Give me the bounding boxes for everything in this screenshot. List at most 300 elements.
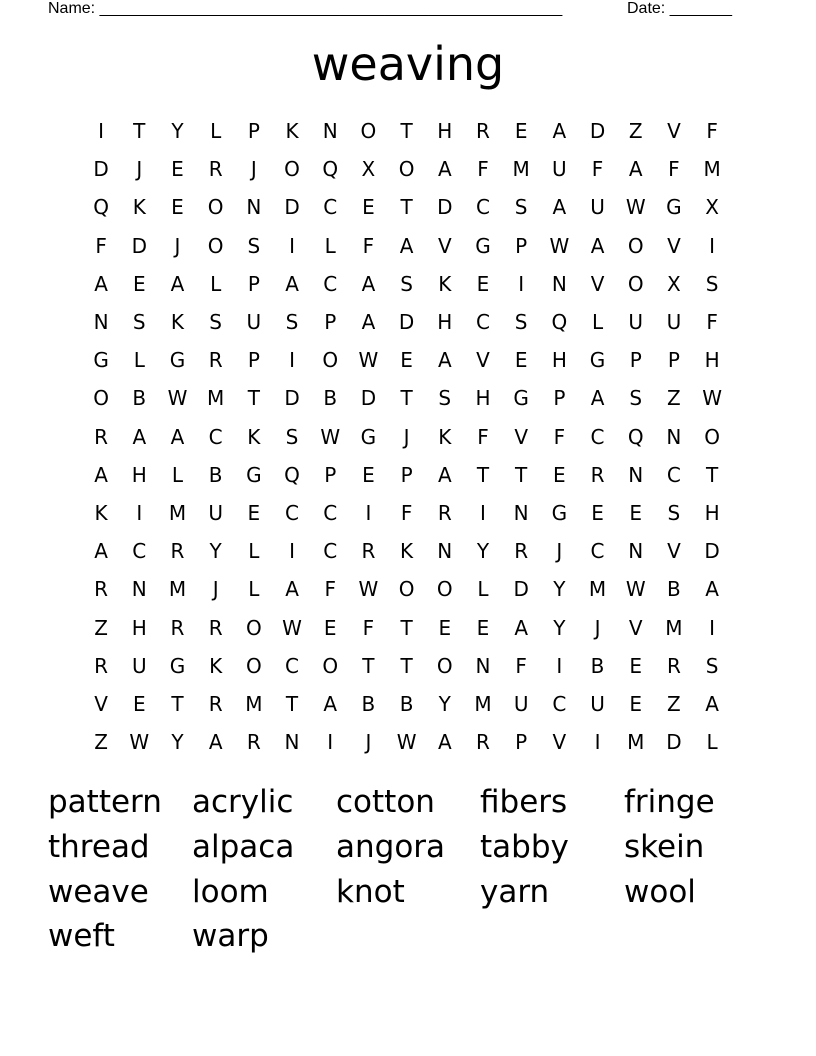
grid-letter[interactable]: J (174, 233, 181, 258)
grid-letter[interactable]: B (399, 691, 414, 716)
grid-letter[interactable]: W (625, 195, 646, 220)
grid-letter[interactable]: Q (93, 195, 109, 220)
grid-letter[interactable]: S (514, 195, 528, 220)
grid-letter[interactable]: D (704, 539, 720, 564)
grid-letter[interactable]: A (323, 691, 338, 716)
grid-letter[interactable]: L (324, 233, 336, 258)
grid-letter[interactable]: E (629, 653, 643, 678)
grid-letter[interactable]: O (436, 577, 453, 602)
grid-letter[interactable]: N (284, 730, 300, 755)
grid-letter[interactable]: Y (476, 539, 490, 564)
grid-letter[interactable]: C (666, 462, 681, 487)
grid-letter[interactable]: U (590, 691, 605, 716)
grid-letter[interactable]: N (628, 462, 644, 487)
grid-letter[interactable]: U (131, 653, 147, 678)
grid-letter[interactable]: V (667, 233, 681, 258)
grid-letter[interactable]: C (323, 539, 338, 564)
grid-letter[interactable]: E (591, 500, 604, 525)
grid-letter[interactable]: S (438, 386, 452, 411)
grid-letter[interactable]: N (513, 500, 529, 525)
grid-letter[interactable]: T (400, 386, 413, 411)
grid-letter[interactable]: E (438, 615, 452, 640)
grid-letter[interactable]: V (590, 271, 605, 296)
word-list-item: fringe (624, 784, 715, 820)
grid-letter[interactable]: B (361, 691, 376, 716)
grid-letter[interactable]: X (705, 195, 719, 220)
grid-letter[interactable]: B (323, 386, 338, 411)
grid-letter[interactable]: C (323, 271, 338, 296)
grid-letter[interactable]: E (362, 195, 375, 220)
grid-letter[interactable]: G (589, 348, 606, 373)
grid-letter[interactable]: F (553, 424, 566, 449)
grid-letter[interactable]: D (284, 386, 300, 411)
grid-letter[interactable]: P (553, 386, 566, 411)
grid-letter[interactable]: U (552, 157, 567, 182)
grid-letter[interactable]: G (666, 195, 682, 220)
grid-letter[interactable]: L (133, 348, 145, 373)
grid-letter[interactable]: L (477, 577, 489, 602)
grid-letter[interactable]: F (362, 615, 375, 640)
grid-letter[interactable]: N (666, 424, 682, 449)
grid-letter[interactable]: G (169, 348, 186, 373)
grid-letter[interactable]: M (665, 615, 683, 640)
grid-letter[interactable]: H (475, 386, 491, 411)
grid-letter[interactable]: S (132, 310, 146, 335)
grid-letter[interactable]: C (475, 195, 490, 220)
grid-letter[interactable]: A (437, 730, 452, 755)
grid-letter[interactable]: G (513, 386, 529, 411)
grid-letter[interactable]: U (666, 310, 682, 335)
word-list-item: wool (624, 873, 696, 910)
grid-letter[interactable]: U (208, 500, 223, 525)
grid-letter[interactable]: E (132, 691, 146, 716)
grid-letter[interactable]: R (208, 348, 223, 373)
grid-letter[interactable]: R (590, 462, 605, 487)
grid-letter[interactable]: D (589, 119, 606, 144)
grid-letter[interactable]: T (400, 195, 413, 220)
grid-letter[interactable]: R (246, 730, 261, 755)
grid-letter[interactable]: O (436, 653, 453, 678)
grid-letter[interactable]: D (93, 157, 109, 182)
grid-letter[interactable]: A (437, 348, 452, 373)
grid-letter[interactable]: V (667, 539, 681, 564)
grid-letter[interactable]: A (437, 157, 452, 182)
grid-letter[interactable]: B (208, 462, 223, 487)
grid-letter[interactable]: U (246, 310, 262, 335)
grid-letter[interactable]: F (95, 233, 107, 258)
grid-letter[interactable]: I (709, 233, 716, 258)
grid-letter[interactable]: O (704, 424, 720, 449)
grid-letter[interactable]: T (476, 462, 490, 487)
grid-letter[interactable]: R (94, 577, 109, 602)
grid-letter[interactable]: V (514, 424, 528, 449)
grid-letter[interactable]: H (704, 500, 720, 525)
grid-letter[interactable]: A (590, 386, 605, 411)
grid-letter[interactable]: O (322, 348, 339, 373)
name-field-label[interactable]: Name: ____________________________________________________ (48, 0, 563, 17)
grid-letter[interactable]: F (591, 157, 604, 182)
grid-letter[interactable]: O (207, 233, 224, 258)
grid-letter[interactable]: S (514, 310, 528, 335)
grid-letter[interactable]: T (285, 691, 299, 716)
grid-letter[interactable]: B (590, 653, 605, 678)
grid-letter[interactable]: J (594, 615, 601, 640)
grid-letter[interactable]: I (327, 730, 334, 755)
grid-letter[interactable]: U (590, 195, 605, 220)
grid-letter[interactable]: P (324, 310, 337, 335)
grid-letter[interactable]: A (705, 691, 719, 716)
word-list-item: weft (48, 918, 115, 955)
word-list-item: tabby (480, 828, 569, 865)
grid-letter[interactable]: E (476, 271, 490, 296)
grid-letter[interactable]: A (94, 462, 108, 487)
grid-letter[interactable]: K (209, 653, 223, 678)
grid-letter[interactable]: R (170, 539, 185, 564)
grid-letter[interactable]: Q (322, 157, 339, 182)
grid-letter[interactable]: I (518, 271, 525, 296)
grid-letter[interactable]: A (361, 310, 376, 335)
grid-letter[interactable]: P (247, 348, 260, 373)
grid-letter[interactable]: A (590, 233, 605, 258)
grid-letter[interactable]: A (514, 615, 528, 640)
grid-letter[interactable]: F (706, 310, 718, 335)
grid-letter[interactable]: S (667, 500, 681, 525)
grid-letter[interactable]: D (513, 577, 529, 602)
grid-letter[interactable]: S (209, 310, 222, 335)
word-list-item: acrylic (192, 784, 294, 820)
grid-letter[interactable]: E (514, 348, 528, 373)
grid-letter[interactable]: K (438, 271, 452, 296)
grid-letter[interactable]: F (477, 424, 489, 449)
grid-letter[interactable]: C (590, 539, 605, 564)
grid-letter[interactable]: L (591, 310, 604, 335)
grid-letter[interactable]: M (168, 577, 187, 602)
grid-letter[interactable]: R (476, 119, 490, 144)
grid-letter[interactable]: C (475, 310, 490, 335)
grid-letter[interactable]: R (208, 157, 223, 182)
grid-letter[interactable]: L (171, 462, 184, 487)
grid-letter[interactable]: E (553, 462, 566, 487)
grid-letter[interactable]: K (247, 424, 261, 449)
grid-letter[interactable]: E (629, 500, 643, 525)
grid-letter[interactable]: K (132, 195, 146, 220)
grid-letter[interactable]: Z (667, 386, 681, 411)
grid-letter[interactable]: F (477, 157, 489, 182)
grid-letter[interactable]: N (131, 577, 147, 602)
grid-letter[interactable]: P (400, 462, 413, 487)
grid-letter[interactable]: A (170, 271, 185, 296)
grid-letter[interactable]: F (324, 577, 336, 602)
grid-letter[interactable]: I (289, 348, 295, 373)
grid-letter[interactable]: W (702, 386, 722, 411)
grid-letter[interactable]: T (362, 653, 375, 678)
word-list-item: cotton (336, 784, 435, 820)
grid-letter[interactable]: V (476, 348, 490, 373)
grid-letter[interactable]: S (705, 653, 719, 678)
grid-letter[interactable]: O (93, 386, 109, 411)
grid-letter[interactable]: G (551, 500, 568, 525)
grid-letter[interactable]: W (129, 730, 150, 755)
grid-letter[interactable]: A (94, 271, 108, 296)
grid-letter[interactable]: L (210, 119, 222, 144)
grid-letter[interactable]: O (207, 195, 224, 220)
grid-letter[interactable]: N (628, 539, 644, 564)
grid-letter[interactable]: I (136, 500, 143, 525)
grid-letter[interactable]: P (515, 730, 528, 755)
grid-letter[interactable]: H (437, 310, 453, 335)
grid-letter[interactable]: F (400, 500, 413, 525)
grid-letter[interactable]: Q (284, 462, 300, 487)
grid-letter[interactable]: N (551, 271, 567, 296)
grid-letter[interactable]: R (170, 615, 185, 640)
grid-letter[interactable]: K (170, 310, 185, 335)
grid-letter[interactable]: N (475, 653, 491, 678)
grid-letter[interactable]: P (324, 462, 337, 487)
grid-letter[interactable]: Z (628, 119, 643, 144)
grid-letter[interactable]: S (400, 271, 413, 296)
grid-letter[interactable]: U (513, 691, 529, 716)
grid-letter[interactable]: M (474, 691, 492, 716)
grid-letter[interactable]: O (398, 157, 415, 182)
grid-letter[interactable]: R (666, 653, 681, 678)
grid-letter[interactable]: E (629, 691, 643, 716)
grid-letter[interactable]: R (208, 691, 223, 716)
grid-letter[interactable]: W (282, 615, 302, 640)
grid-letter[interactable]: W (320, 424, 341, 449)
grid-letter[interactable]: M (245, 691, 263, 716)
grid-letter[interactable]: J (556, 539, 563, 564)
grid-letter[interactable]: F (362, 233, 375, 258)
grid-letter[interactable]: I (365, 500, 372, 525)
grid-letter[interactable]: T (705, 462, 719, 487)
grid-letter[interactable]: A (628, 157, 643, 182)
grid-letter[interactable]: O (627, 233, 644, 258)
grid-letter[interactable]: L (248, 539, 260, 564)
grid-letter[interactable]: R (94, 424, 109, 449)
grid-letter[interactable]: E (476, 615, 490, 640)
grid-letter[interactable]: A (132, 424, 147, 449)
grid-letter[interactable]: C (285, 653, 300, 678)
grid-letter[interactable]: I (98, 119, 105, 144)
grid-letter[interactable]: H (551, 348, 567, 373)
grid-letter[interactable]: M (627, 730, 645, 755)
grid-letter[interactable]: M (207, 386, 225, 411)
grid-letter[interactable]: D (131, 233, 147, 258)
grid-letter[interactable]: T (171, 691, 184, 716)
grid-letter[interactable]: T (400, 653, 413, 678)
grid-letter[interactable]: V (667, 119, 681, 144)
grid-letter[interactable]: A (285, 577, 299, 602)
grid-letter[interactable]: Y (171, 730, 184, 755)
grid-letter[interactable]: M (703, 157, 721, 182)
grid-letter[interactable]: P (629, 348, 642, 373)
grid-letter[interactable]: L (210, 271, 222, 296)
grid-letter[interactable]: G (169, 653, 186, 678)
grid-letter[interactable]: W (396, 730, 417, 755)
grid-letter[interactable]: H (131, 462, 147, 487)
grid-letter[interactable]: I (709, 615, 716, 640)
grid-letter[interactable]: D (398, 310, 415, 335)
grid-letter[interactable]: C (552, 691, 567, 716)
grid-letter[interactable]: A (285, 271, 299, 296)
grid-letter[interactable]: A (399, 233, 414, 258)
grid-letter[interactable]: R (361, 539, 376, 564)
grid-letter[interactable]: T (133, 119, 146, 144)
grid-letter[interactable]: W (549, 233, 570, 258)
grid-letter[interactable]: S (285, 424, 299, 449)
grid-letter[interactable]: O (284, 157, 300, 182)
grid-letter[interactable]: C (208, 424, 223, 449)
grid-letter[interactable]: V (552, 730, 567, 755)
grid-letter[interactable]: P (247, 119, 260, 144)
grid-letter[interactable]: U (628, 310, 644, 335)
grid-letter[interactable]: E (171, 157, 184, 182)
grid-letter[interactable]: A (208, 730, 223, 755)
grid-letter[interactable]: Z (94, 615, 108, 640)
grid-letter[interactable]: I (289, 233, 295, 258)
grid-letter[interactable]: E (171, 195, 184, 220)
grid-letter[interactable]: X (667, 271, 681, 296)
grid-letter[interactable]: J (136, 157, 143, 182)
grid-letter[interactable]: R (208, 615, 223, 640)
grid-letter[interactable]: R (514, 539, 529, 564)
grid-letter[interactable]: K (285, 119, 299, 144)
grid-letter[interactable]: M (512, 157, 530, 182)
grid-letter[interactable]: W (358, 577, 379, 602)
grid-letter[interactable]: L (706, 730, 718, 755)
grid-letter[interactable]: Z (94, 730, 108, 755)
grid-letter[interactable]: I (480, 500, 486, 525)
grid-letter[interactable]: V (437, 233, 452, 258)
grid-letter[interactable]: S (705, 271, 719, 296)
grid-letter[interactable]: G (93, 348, 109, 373)
grid-letter[interactable]: E (362, 462, 375, 487)
grid-letter[interactable]: M (168, 500, 187, 525)
grid-letter[interactable]: A (705, 577, 719, 602)
grid-letter[interactable]: L (248, 577, 260, 602)
grid-letter[interactable]: P (247, 271, 260, 296)
grid-letter[interactable]: R (476, 730, 490, 755)
grid-letter[interactable]: M (588, 577, 607, 602)
grid-letter[interactable]: W (625, 577, 646, 602)
grid-letter[interactable]: C (285, 500, 300, 525)
grid-letter[interactable]: D (284, 195, 300, 220)
grid-letter[interactable]: O (398, 577, 415, 602)
grid-letter[interactable]: W (358, 348, 379, 373)
word-list-item: fibers (480, 784, 568, 820)
grid-letter[interactable]: D (360, 386, 377, 411)
grid-letter[interactable]: O (245, 653, 262, 678)
grid-letter[interactable]: O (322, 653, 339, 678)
grid-letter[interactable]: Q (551, 310, 568, 335)
grid-letter[interactable]: K (438, 424, 452, 449)
grid-letter[interactable]: H (437, 119, 453, 144)
grid-letter[interactable]: E (514, 119, 528, 144)
grid-letter[interactable]: V (94, 691, 108, 716)
grid-letter[interactable]: W (167, 386, 188, 411)
grid-letter[interactable]: K (94, 500, 108, 525)
grid-letter[interactable]: N (246, 195, 262, 220)
grid-letter[interactable]: F (515, 653, 527, 678)
grid-letter[interactable]: T (515, 462, 528, 487)
grid-letter[interactable]: J (403, 424, 410, 449)
grid-letter[interactable]: O (245, 615, 262, 640)
grid-letter[interactable]: A (361, 271, 376, 296)
grid-letter[interactable]: Q (627, 424, 644, 449)
grid-letter[interactable]: I (594, 730, 601, 755)
grid-letter[interactable]: N (93, 310, 109, 335)
grid-letter[interactable]: Y (171, 119, 184, 144)
grid-letter[interactable]: E (247, 500, 261, 525)
grid-letter[interactable]: R (437, 500, 452, 525)
grid-letter[interactable]: Y (553, 577, 566, 602)
grid-letter[interactable]: A (94, 539, 108, 564)
grid-letter[interactable]: E (400, 348, 413, 373)
grid-letter[interactable]: Z (667, 691, 681, 716)
grid-letter[interactable]: A (170, 424, 185, 449)
grid-letter[interactable]: J (212, 577, 219, 602)
grid-letter[interactable]: A (437, 462, 452, 487)
grid-letter[interactable]: S (629, 386, 643, 411)
grid-letter[interactable]: E (323, 615, 337, 640)
grid-letter[interactable]: A (552, 195, 567, 220)
grid-letter[interactable]: E (132, 271, 146, 296)
grid-letter[interactable]: N (437, 539, 453, 564)
grid-letter[interactable]: Y (209, 539, 222, 564)
grid-letter[interactable]: G (475, 233, 491, 258)
grid-letter[interactable]: P (515, 233, 528, 258)
grid-letter[interactable]: O (627, 271, 644, 296)
grid-letter[interactable]: V (628, 615, 643, 640)
grid-letter[interactable]: G (360, 424, 377, 449)
grid-letter[interactable]: H (131, 615, 147, 640)
word-list (48, 780, 768, 959)
grid-letter[interactable]: G (246, 462, 262, 487)
grid-letter[interactable]: T (400, 615, 413, 640)
grid-letter[interactable]: H (704, 348, 720, 373)
grid-letter[interactable]: N (322, 119, 338, 144)
grid-letter[interactable]: B (667, 577, 681, 602)
grid-letter[interactable]: T (400, 119, 413, 144)
grid-letter[interactable]: I (556, 653, 563, 678)
grid-letter[interactable]: D (437, 195, 453, 220)
grid-letter[interactable]: I (289, 539, 295, 564)
grid-letter[interactable]: O (360, 119, 377, 144)
grid-letter[interactable]: R (94, 653, 109, 678)
grid-letter[interactable]: B (132, 386, 147, 411)
grid-letter[interactable]: J (365, 730, 372, 755)
grid-letter[interactable]: T (247, 386, 260, 411)
grid-letter[interactable]: C (132, 539, 147, 564)
grid-letter[interactable]: F (706, 119, 718, 144)
grid-letter[interactable]: P (667, 348, 680, 373)
grid-letter[interactable]: S (285, 310, 299, 335)
grid-letter[interactable]: C (323, 500, 338, 525)
grid-letter[interactable]: X (361, 157, 376, 182)
grid-letter[interactable]: C (323, 195, 338, 220)
grid-letter[interactable]: K (400, 539, 414, 564)
grid-letter[interactable]: Y (553, 615, 566, 640)
grid-letter[interactable]: C (590, 424, 605, 449)
date-field-label[interactable]: Date: _______ (627, 0, 732, 17)
grid-letter[interactable]: Y (438, 691, 451, 716)
grid-letter[interactable]: A (552, 119, 567, 144)
grid-letter[interactable]: F (668, 157, 680, 182)
grid-letter[interactable]: D (666, 730, 682, 755)
grid-letter[interactable]: J (250, 157, 257, 182)
word-list-item: knot (336, 873, 405, 910)
grid-letter[interactable]: S (247, 233, 261, 258)
